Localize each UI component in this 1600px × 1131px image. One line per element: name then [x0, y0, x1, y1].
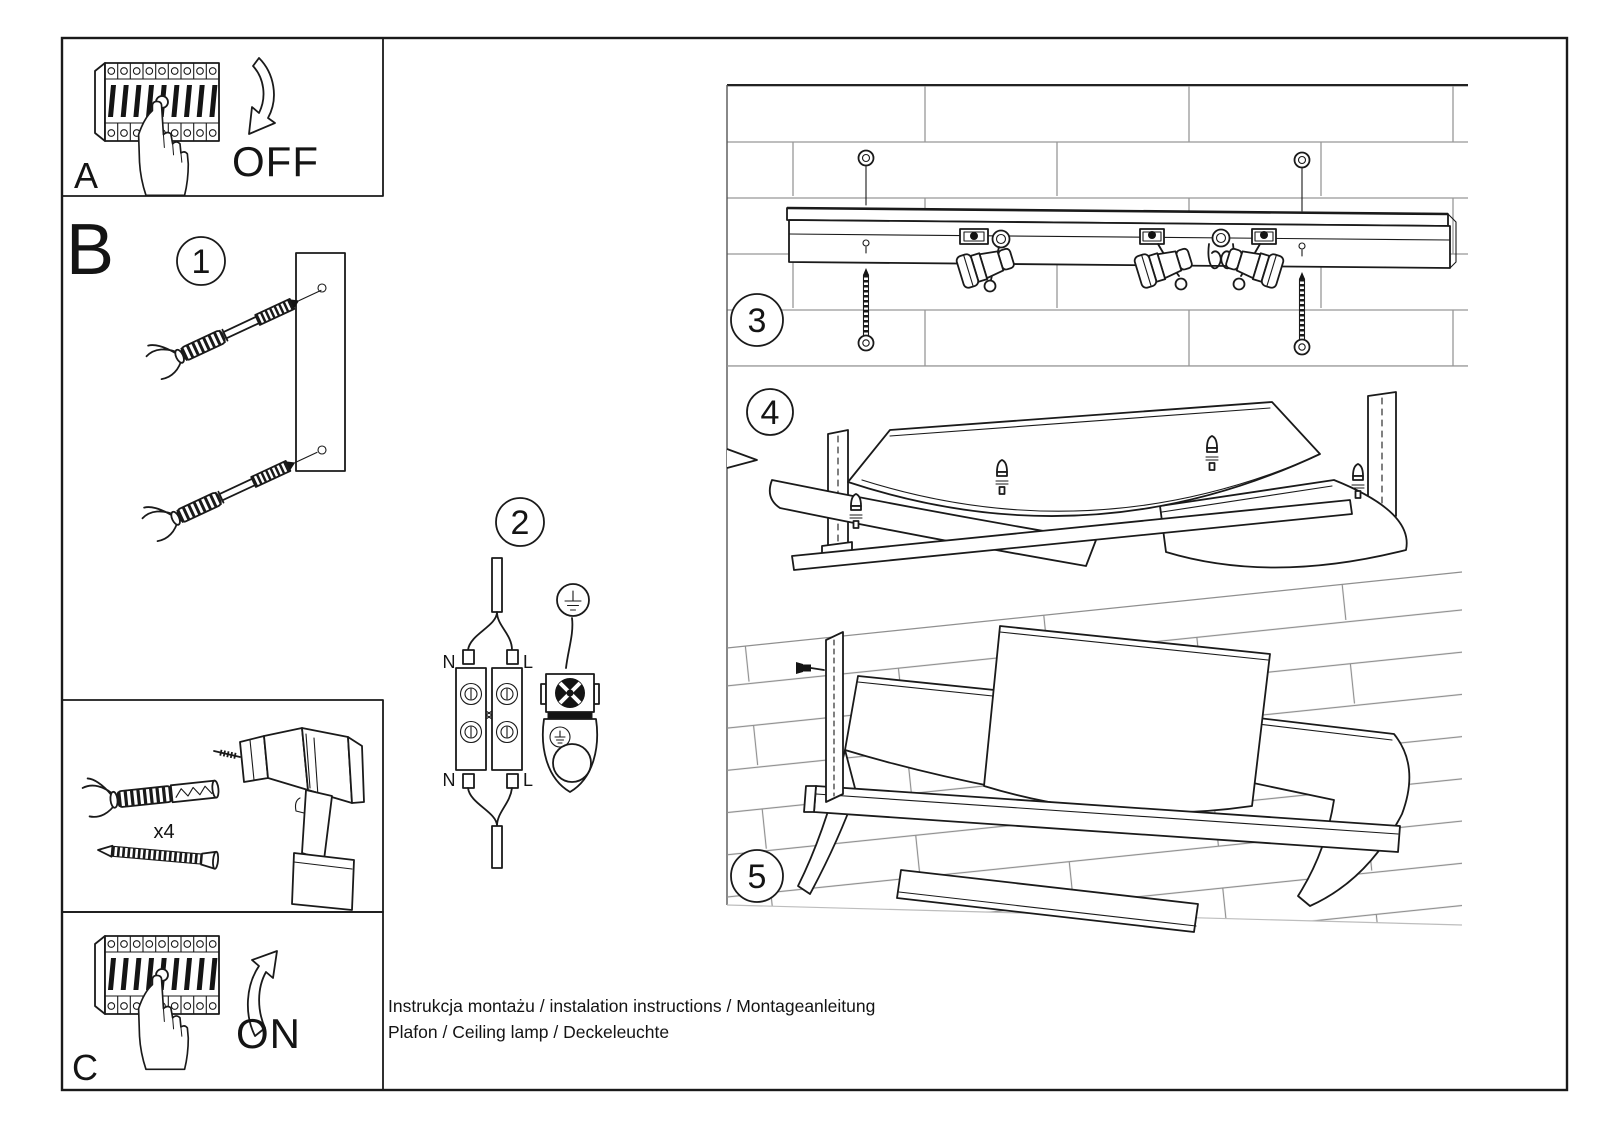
- step3-number: 3: [747, 302, 767, 340]
- caption-line2: Plafon / Ceiling lamp / Deckeleuchte: [388, 1022, 670, 1042]
- mounting-bar: [296, 253, 345, 471]
- wire-l-top-label: L: [522, 652, 534, 672]
- wire-n-top-label: N: [442, 652, 456, 672]
- panel-c-letter: C: [72, 1047, 98, 1088]
- on-label: ON: [236, 1010, 301, 1057]
- caption-line1: Instrukcja montażu / instalation instructions / Montageanleitung: [388, 996, 876, 1016]
- panel-b-letter: B: [66, 210, 115, 290]
- wire-n-bottom-label: N: [442, 770, 456, 790]
- off-label: OFF: [232, 138, 319, 185]
- step4-number: 4: [760, 394, 780, 432]
- step5-number: 5: [747, 858, 767, 896]
- wire-l-bottom-label: L: [522, 770, 534, 790]
- step2-number: 2: [510, 504, 530, 542]
- panel-a-letter: A: [74, 155, 99, 196]
- anchor-quantity-label: x4: [153, 821, 175, 843]
- step1-number: 1: [191, 243, 211, 281]
